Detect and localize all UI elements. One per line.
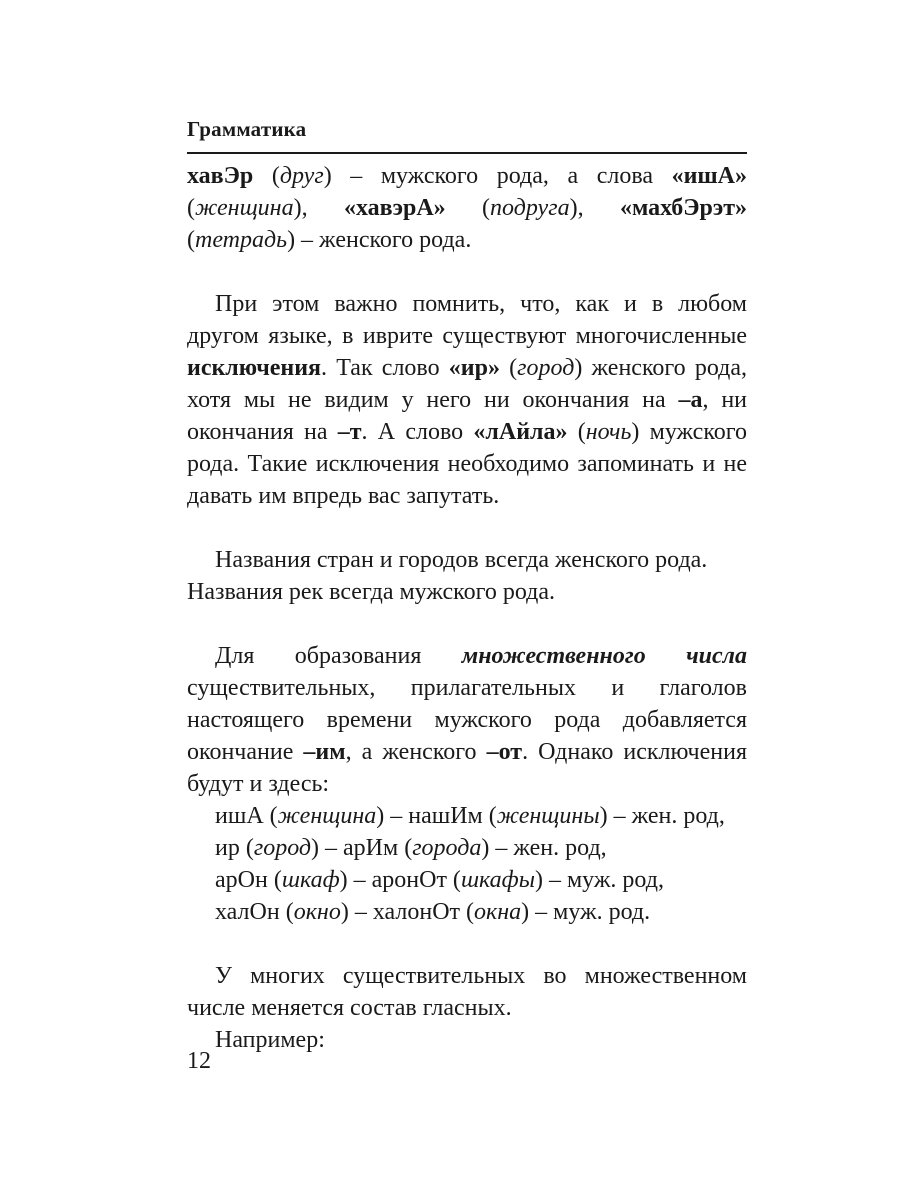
example-line: арОн (шкаф) – аронОт (шкафы) – муж. род, (215, 867, 664, 893)
word-bold: хавЭр (187, 163, 254, 189)
paragraph-plural: Для образования множественного числа существительных, прилагательных и глаголов настоящего времени мужского рода добавляется окончание –им, а женского –от. Однако исключения будут и здесь: (187, 643, 747, 797)
example-line: ир (город) – арИм (города) – жен. род, (215, 835, 607, 861)
paragraph-exceptions: При этом важно помнить, что, как и в любом другом языке, в иврите существуют многочисленные исключения. Так слово «ир» (город) женского рода, хотя мы не видим у него ни окончания на –а, ни окончания на –т. А слово «лАйла» (ночь) мужского рода. Такие исключения необходимо запоминать и не давать им впредь вас запутать. (187, 291, 748, 509)
paragraph-gender-examples: хавЭр (друг) – мужского рода, а слова «ишА» (женщина), «хавэрА» (подруга), «махбЭрэт» (тетрадь) – женского рода. (187, 163, 748, 253)
header-rule (187, 152, 747, 154)
body-text (187, 160, 747, 1056)
book-page (187, 0, 747, 1200)
paragraph-vowels: У многих существительных во множественном числе меняется состав гласных. (187, 963, 747, 1021)
paragraph-gap (187, 512, 747, 544)
example-line: халОн (окно) – халонОт (окна) – муж. род. (215, 899, 651, 925)
page-number: 12 (187, 1048, 211, 1074)
paragraph-countries-rivers: Названия стран и городов всегда женского рода. Названия рек всегда мужского рода. (187, 547, 708, 605)
example-line: ишА (женщина) – нашИм (женщины) – жен. род, (215, 803, 725, 829)
paragraph-gap (187, 928, 747, 960)
paragraph-gap (187, 256, 747, 288)
running-title: Грамматика (187, 117, 307, 141)
paragraph-for-example: Например: (215, 1027, 325, 1053)
paragraph-gap (187, 608, 747, 640)
